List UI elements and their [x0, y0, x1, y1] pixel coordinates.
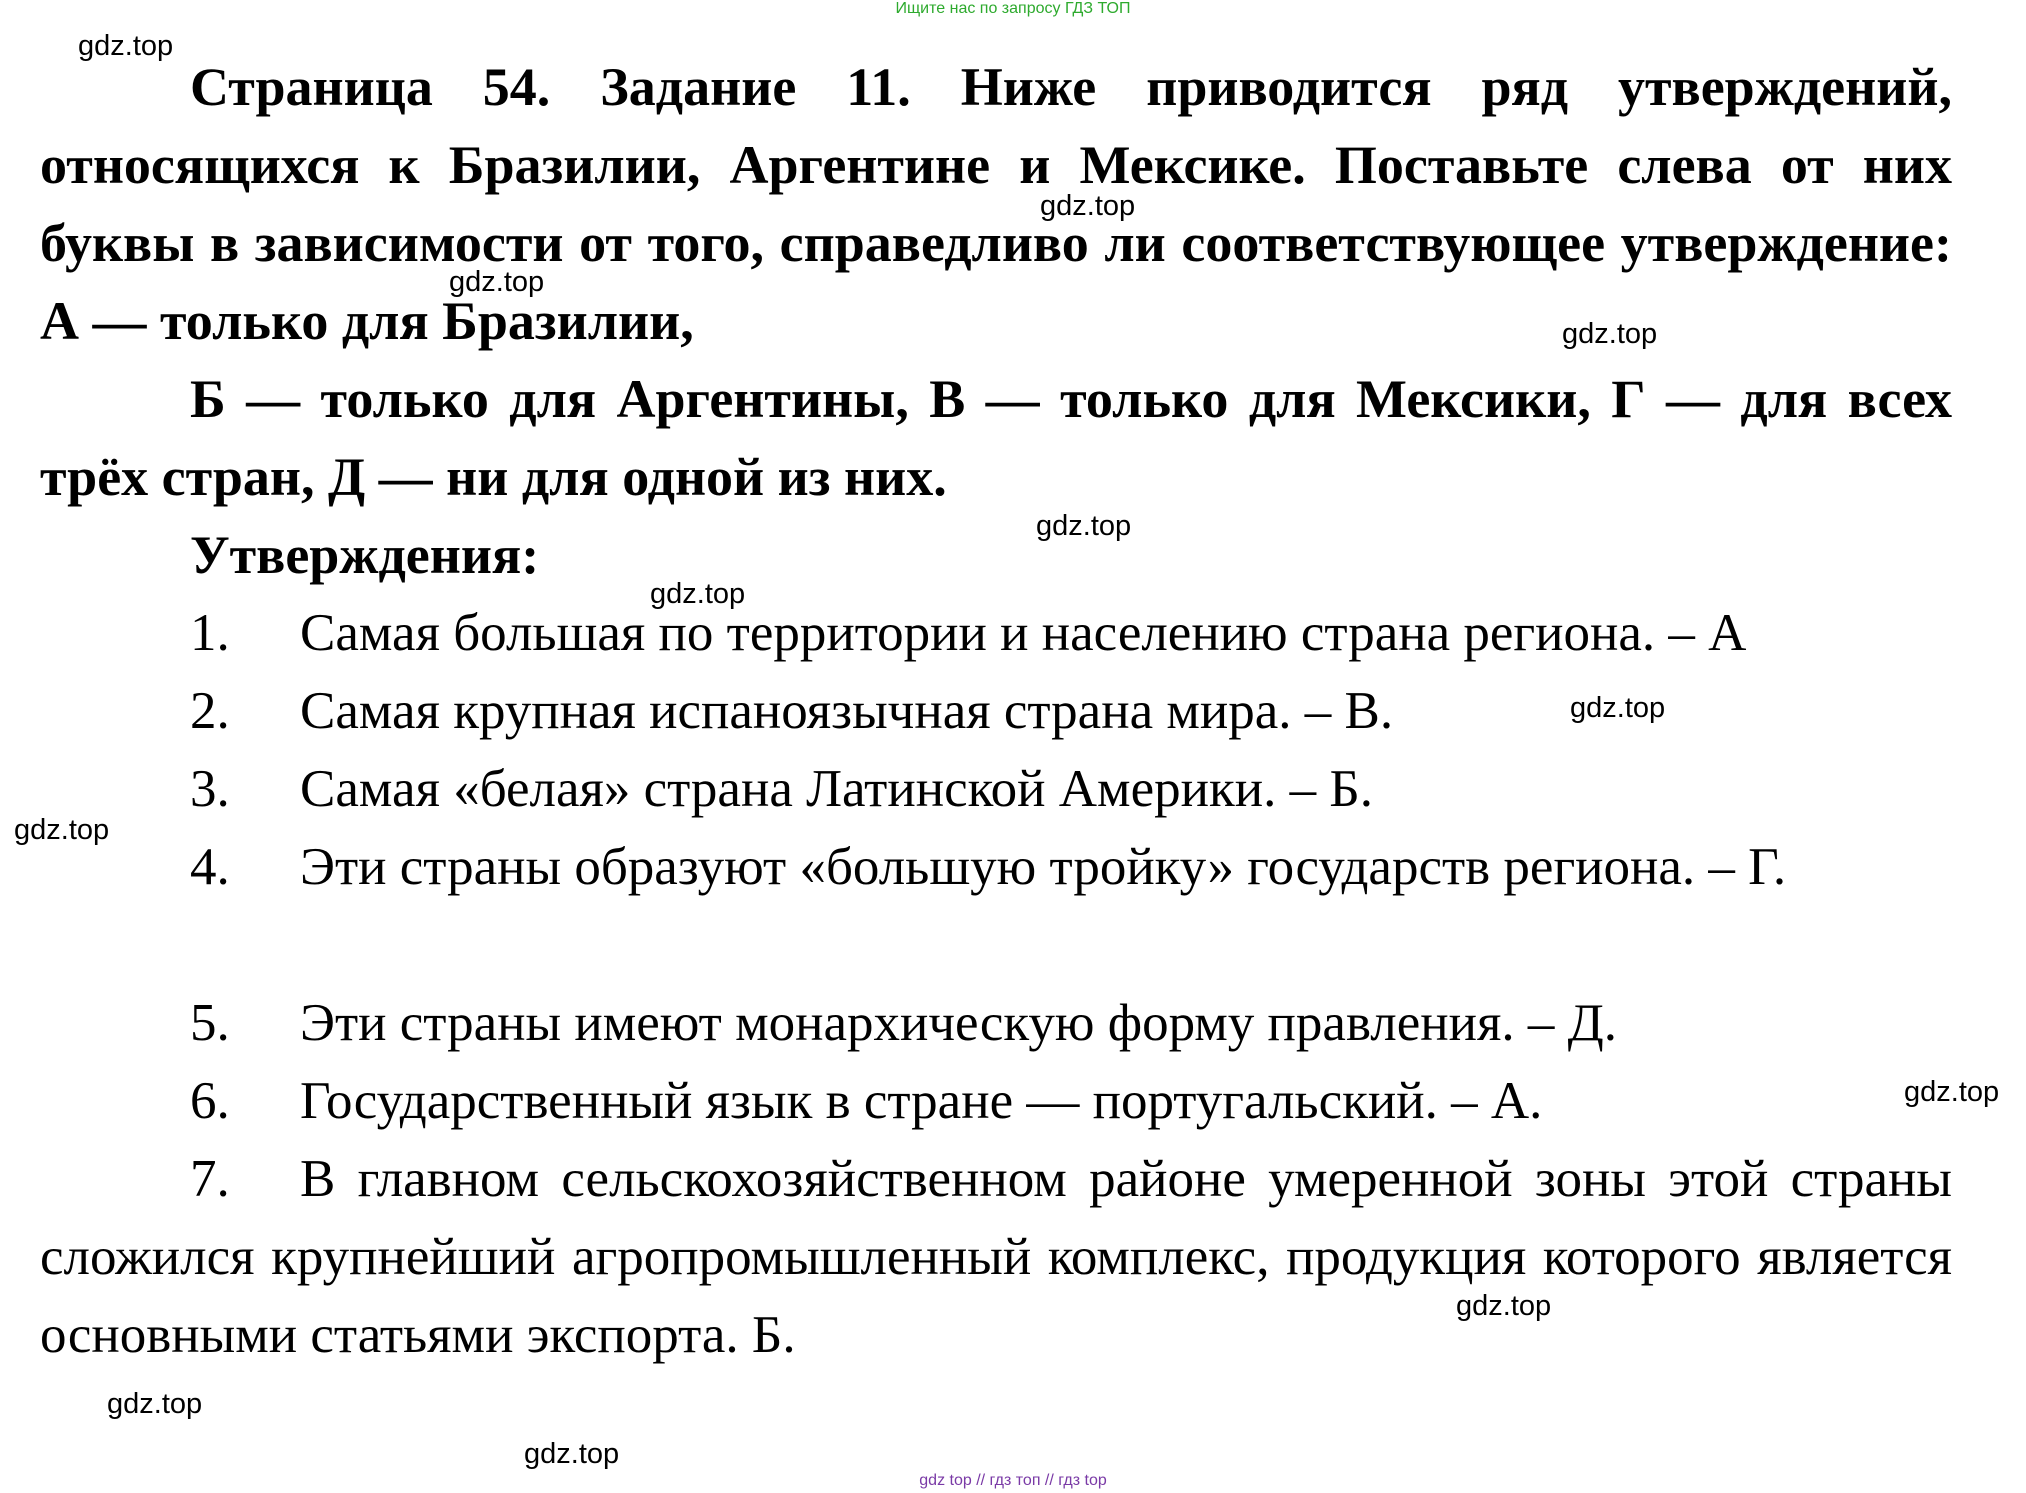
statement-text: Эти страны образуют «большую тройку» государств региона. – Г. — [300, 838, 1787, 896]
statement-number: 7. — [190, 1150, 230, 1208]
statement-text: Государственный язык в стране — португальский. – А. — [300, 1072, 1543, 1130]
statement-number: 3. — [190, 760, 230, 818]
statements-heading: Утверждения: — [190, 525, 540, 585]
statement-item — [40, 984, 1952, 1062]
watermark: gdz.top — [1562, 318, 1658, 350]
watermark: gdz.top — [524, 1438, 620, 1470]
statement-text: Самая крупная испаноязычная страна мира. – В. — [300, 682, 1394, 740]
statement-text: Эти страны имеют монархическую форму правления. – Д. — [300, 994, 1618, 1052]
watermark: gdz.top — [1036, 510, 1132, 542]
task-paragraph-2: Б — только для Аргентины, В — только для Мексики, Г — для всех трёх стран, Д — ни для одной из них. — [40, 369, 1952, 507]
statement-text: Самая большая по территории и населению страна региона. – А — [300, 604, 1747, 662]
statement-text: Самая «белая» страна Латинской Америки. – Б. — [300, 760, 1374, 818]
statement-number: 1. — [190, 604, 230, 662]
watermark: gdz.top — [78, 30, 174, 62]
task-paragraph-1: Страница 54. Задание 11. Ниже приводится ряд утверждений, относящихся к Бразилии, Аргентине и Мексике. Поставьте слева от них буквы в зависимости от того, справедливо ли соответствующее утверждение: А — только для Бразилии, — [40, 57, 1952, 351]
statement-number: 5. — [190, 994, 230, 1052]
statement-text: В главном сельскохозяйственном районе умеренной зоны этой страны сложился крупнейший агропромышленный комплекс, продукция которого является основными статьями экспорта. Б. — [40, 1150, 1952, 1364]
statement-item — [40, 1062, 1952, 1140]
watermark: gdz.top — [1040, 190, 1136, 222]
watermark: gdz.top — [1456, 1290, 1552, 1322]
search-hint-link[interactable]: Ищите нас по запросу ГДЗ ТОП — [895, 0, 1131, 17]
watermark: gdz.top — [1904, 1076, 2000, 1108]
statement-number: 4. — [190, 838, 230, 896]
statement-item — [40, 750, 1952, 828]
statement-number: 6. — [190, 1072, 230, 1130]
watermark: gdz.top — [1570, 692, 1666, 724]
watermark: gdz.top — [650, 578, 746, 610]
statement-item — [40, 828, 1952, 906]
statement-number: 2. — [190, 682, 230, 740]
footer-links[interactable]: gdz top // гдз топ // гдз top — [919, 1472, 1107, 1489]
watermark: gdz.top — [14, 814, 110, 846]
watermark: gdz.top — [107, 1388, 203, 1420]
statement-item — [40, 672, 1952, 750]
statement-item — [40, 594, 1952, 672]
statement-item — [40, 1140, 1952, 1374]
watermark: gdz.top — [449, 266, 545, 298]
